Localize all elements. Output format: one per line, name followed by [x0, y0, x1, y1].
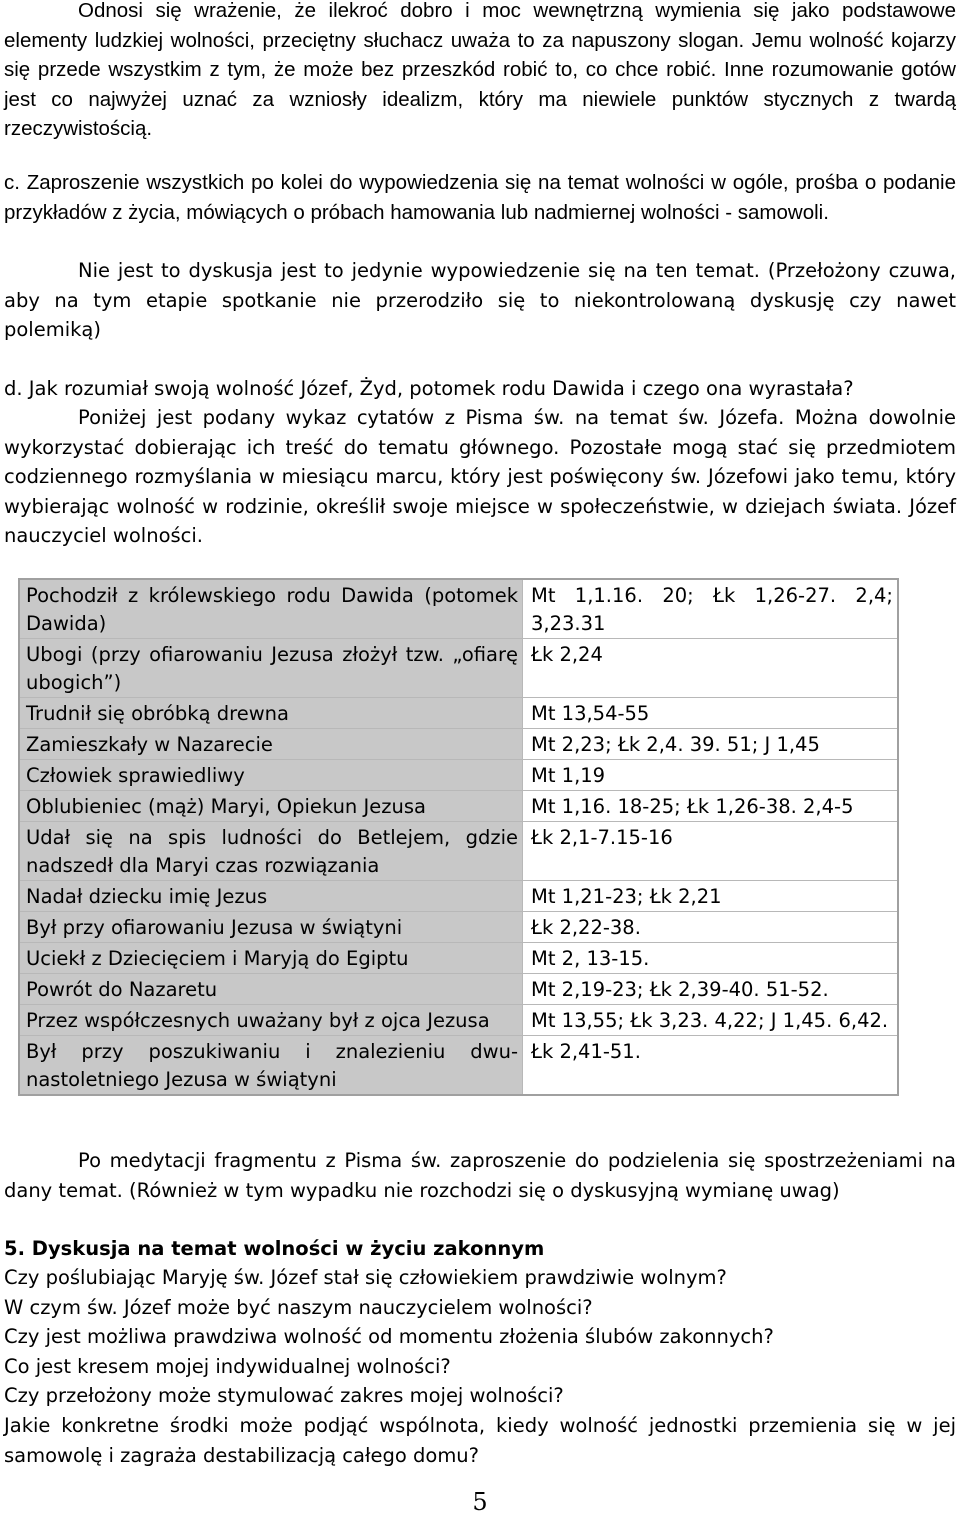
table-row: [19, 1036, 898, 1096]
table-cell-reference: Mt 13,55; Łk 3,23. 4,22; J 1,45. 6,42.: [523, 1005, 899, 1036]
question-item: Czy przełożony może stymulować zakres mojej wolności?: [4, 1384, 564, 1407]
table-cell-reference: Mt 1,1.16. 20; Łk 1,26-27. 2,4; 3,23.31: [523, 579, 899, 639]
table-cell-description: Pochodził z królewskiego rodu Dawida (potomek Dawida): [19, 579, 523, 639]
table-cell-reference: Mt 2,19-23; Łk 2,39-40. 51-52.: [523, 974, 899, 1005]
table-cell-description: Oblubieniec (mąż) Maryi, Opiekun Jezusa: [19, 791, 523, 822]
table-cell-reference: Mt 1,16. 18-25; Łk 1,26-38. 2,4-5: [523, 791, 899, 822]
table-row: [19, 760, 898, 791]
table-cell-reference: Łk 2,1-7.15-16: [523, 822, 899, 881]
question-item: Czy jest możliwa prawdziwa wolność od momentu złożenia ślubów zakonnych?: [4, 1325, 774, 1348]
paragraph-wykaz-cytatow: Poniżej jest podany wykaz cytatów z Pisma św. na temat św. Józefa. Można dowolnie wykorzystać dobierając ich treść do tematu głównego. Pozostałe mogą stać się przedmiotem codziennego rozmyślania w miesiącu marcu, który jest poświęcony św. Józefowi jako temu, który wybierając wolność w rodzinie, określił swoje miejsce w społeczeństwie, w dziejach świata. Józef nauczyciel wolności.: [4, 406, 956, 548]
table-cell-description: Ubogi (przy ofiarowaniu Jezusa złożył tzw. „ofiarę ubogich”): [19, 639, 523, 698]
table-cell-description: Udał się na spis ludności do Betlejem, gdzie nadszedł dla Maryi czas rozwiązania: [19, 822, 523, 881]
table-cell-reference: Łk 2,41-51.: [523, 1036, 899, 1096]
table-cell-reference: Mt 2, 13-15.: [523, 943, 899, 974]
table-cell-description: Zamieszkały w Nazarecie: [19, 729, 523, 760]
table-cell-description: Powrót do Nazaretu: [19, 974, 523, 1005]
paragraph-jak-rozumial-d: d. Jak rozumiał swoją wolność Józef, Żyd, potomek rodu Dawida i czego ona wyrastała?: [4, 377, 854, 400]
table-cell-description: Przez współczesnych uważany był z ojca Jezusa: [19, 1005, 523, 1036]
table-row: [19, 912, 898, 943]
table-cell-description: Człowiek sprawiedliwy: [19, 760, 523, 791]
table-row: [19, 881, 898, 912]
table-cell-description: Był przy poszukiwaniu i znalezieniu dwu-nastoletniego Jezusa w świątyni: [19, 1036, 523, 1096]
question-item: Co jest kresem mojej indywidualnej wolności?: [4, 1355, 451, 1378]
table-cell-reference: Mt 13,54-55: [523, 698, 899, 729]
paragraph-zaproszenie-c: c. Zaproszenie wszystkich po kolei do wypowiedzenia się na temat wolności w ogóle, prośba o podanie przykładów z życia, mówiących o próbach hamowania lub nadmiernej wolności - samowoli.: [4, 171, 956, 224]
paragraph-po-medytacji: Po medytacji fragmentu z Pisma św. zaproszenie do podzielenia się spostrzeżeniami na dany temat. (Również w tym wypadku nie rozchodzi się o dyskusyjną wymianę uwag): [4, 1149, 956, 1202]
table-row: [19, 729, 898, 760]
table-cell-description: Uciekł z Dziecięciem i Maryją do Egiptu: [19, 943, 523, 974]
table-row: [19, 639, 898, 698]
page-number: 5: [472, 1488, 488, 1516]
scripture-references-table: [18, 578, 899, 1096]
table-row: [19, 579, 898, 639]
table-row: [19, 943, 898, 974]
table-cell-description: Nadał dziecku imię Jezus: [19, 881, 523, 912]
table-cell-reference: Mt 1,19: [523, 760, 899, 791]
table-cell-reference: Mt 1,21-23; Łk 2,21: [523, 881, 899, 912]
table-row: [19, 698, 898, 729]
question-item: Czy poślubiając Maryję św. Józef stał się człowiekiem prawdziwie wolnym?: [4, 1266, 727, 1289]
table-cell-reference: Łk 2,22-38.: [523, 912, 899, 943]
table-row: [19, 974, 898, 1005]
paragraph-nie-dyskusja: Nie jest to dyskusja jest to jedynie wypowiedzenie się na ten temat. (Przełożony czuwa, aby na tym etapie spotkanie nie przerodziło się to niekontrolowaną dyskusję czy nawet polemiką): [4, 259, 956, 342]
table-row: [19, 1005, 898, 1036]
question-item: W czym św. Józef może być naszym nauczycielem wolności?: [4, 1296, 593, 1319]
table-row: [19, 791, 898, 822]
table-cell-description: Trudnił się obróbką drewna: [19, 698, 523, 729]
table-cell-reference: Mt 2,23; Łk 2,4. 39. 51; J 1,45: [523, 729, 899, 760]
table-cell-description: Był przy ofiarowaniu Jezusa w świątyni: [19, 912, 523, 943]
question-item: Jakie konkretne środki może podjąć wspólnota, kiedy wolność jednostki przemienia się w jej samowolę i zagraża destabilizacją całego domu?: [4, 1414, 956, 1467]
table-cell-reference: Łk 2,24: [523, 639, 899, 698]
section-5-heading: 5. Dyskusja na temat wolności w życiu zakonnym: [4, 1237, 545, 1260]
table-row: [19, 822, 898, 881]
paragraph-wolnosc-slogan: Odnosi się wrażenie, że ilekroć dobro i moc wewnętrzną wymienia się jako podstawowe elementy ludzkiej wolności, przeciętny słuchacz uważa to za napuszony slogan. Jemu wolność kojarzy się przede wszystkim z tym, że może bez przeszkód robić to, co chce robić. Inne rozumowanie gotów jest co najwyżej uznać za wzniosły idealizm, który ma niewiele punktów stycznych z twardą rzeczywistością.: [4, 0, 956, 141]
